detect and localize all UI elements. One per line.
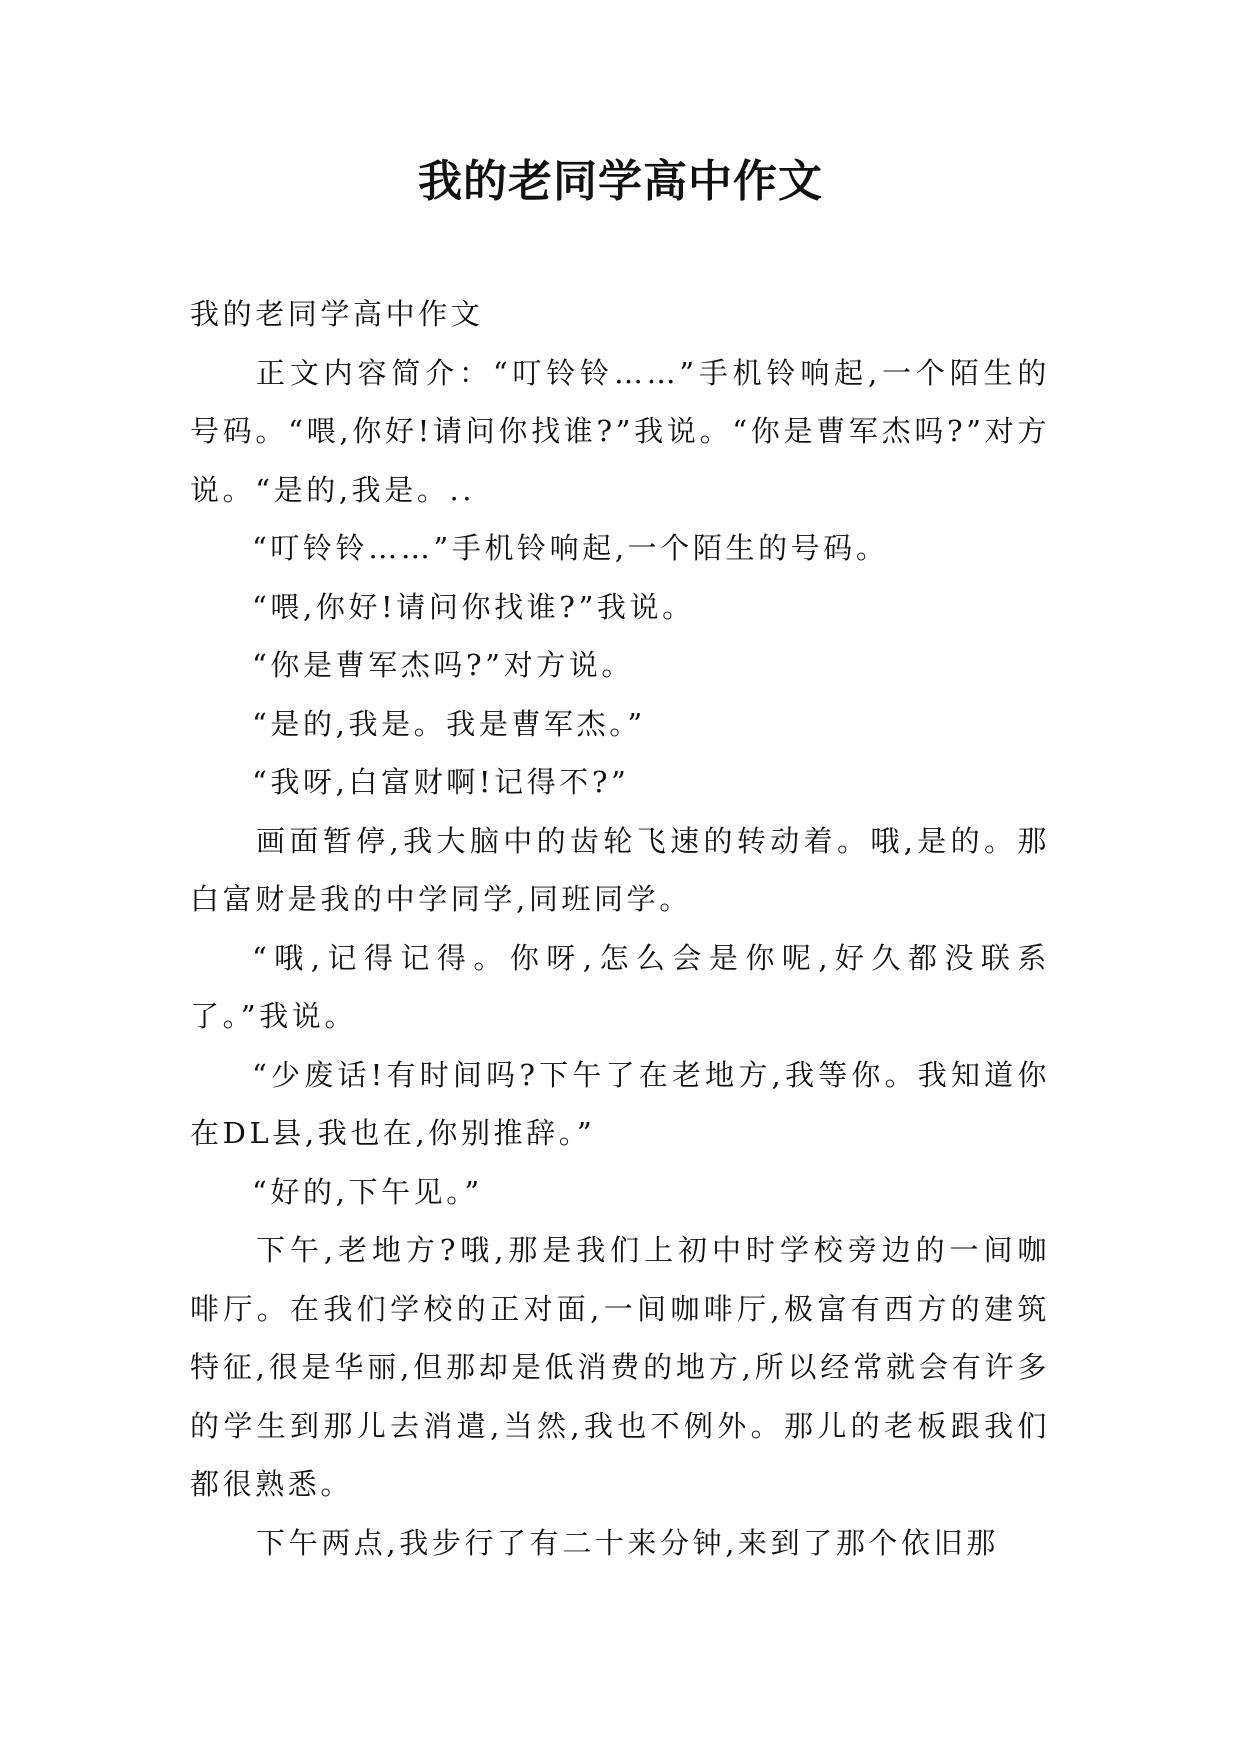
paragraph: “我呀,白富财啊!记得不?” [252,765,630,799]
paragraph: “哦,记得记得。你呀,怎么会是你呢,好久都没联系了。”我说。 [190,940,1050,1033]
paragraph: 正文内容简介：“叮铃铃……”手机铃响起,一个陌生的号码。“喂,你好!请问你找谁?”我说。“你是曹军杰吗?”对方说。“是的,我是。.. [190,355,1050,507]
paragraph: “你是曹军杰吗?”对方说。 [252,648,634,682]
paragraph: 下午,老地方?哦,那是我们上初中时学校旁边的一间咖啡厅。在我们学校的正对面,一间咖啡厅,极富有西方的建筑特征,很是华丽,但那却是低消费的地方,所以经常就会有许多的学生到那儿去消遣,当然,我也不例外。那儿的老板跟我们都很熟悉。 [190,1233,1050,1501]
paragraph: “好的,下午见。” [252,1174,483,1209]
paragraph: “喂,你好!请问你找谁?”我说。 [252,589,695,624]
document-title: 我的老同学高中作文 [418,156,823,207]
document-body [190,285,1050,1572]
paragraph: “叮铃铃……”手机铃响起,一个陌生的号码。 [252,531,889,565]
paragraph: 我的老同学高中作文 [190,297,484,331]
paragraph: “是的,我是。我是曹军杰。” [252,706,646,741]
paragraph: 画面暂停,我大脑中的齿轮飞速的转动着。哦,是的。那白富财是我的中学同学,同班同学。 [190,823,1050,916]
paragraph: “少废话!有时间吗?下午了在老地方,我等你。我知道你在DL县,我也在,你别推辞。” [190,1057,1050,1150]
paragraph: 下午两点,我步行了有二十来分钟,来到了那个依旧那 [256,1525,999,1560]
